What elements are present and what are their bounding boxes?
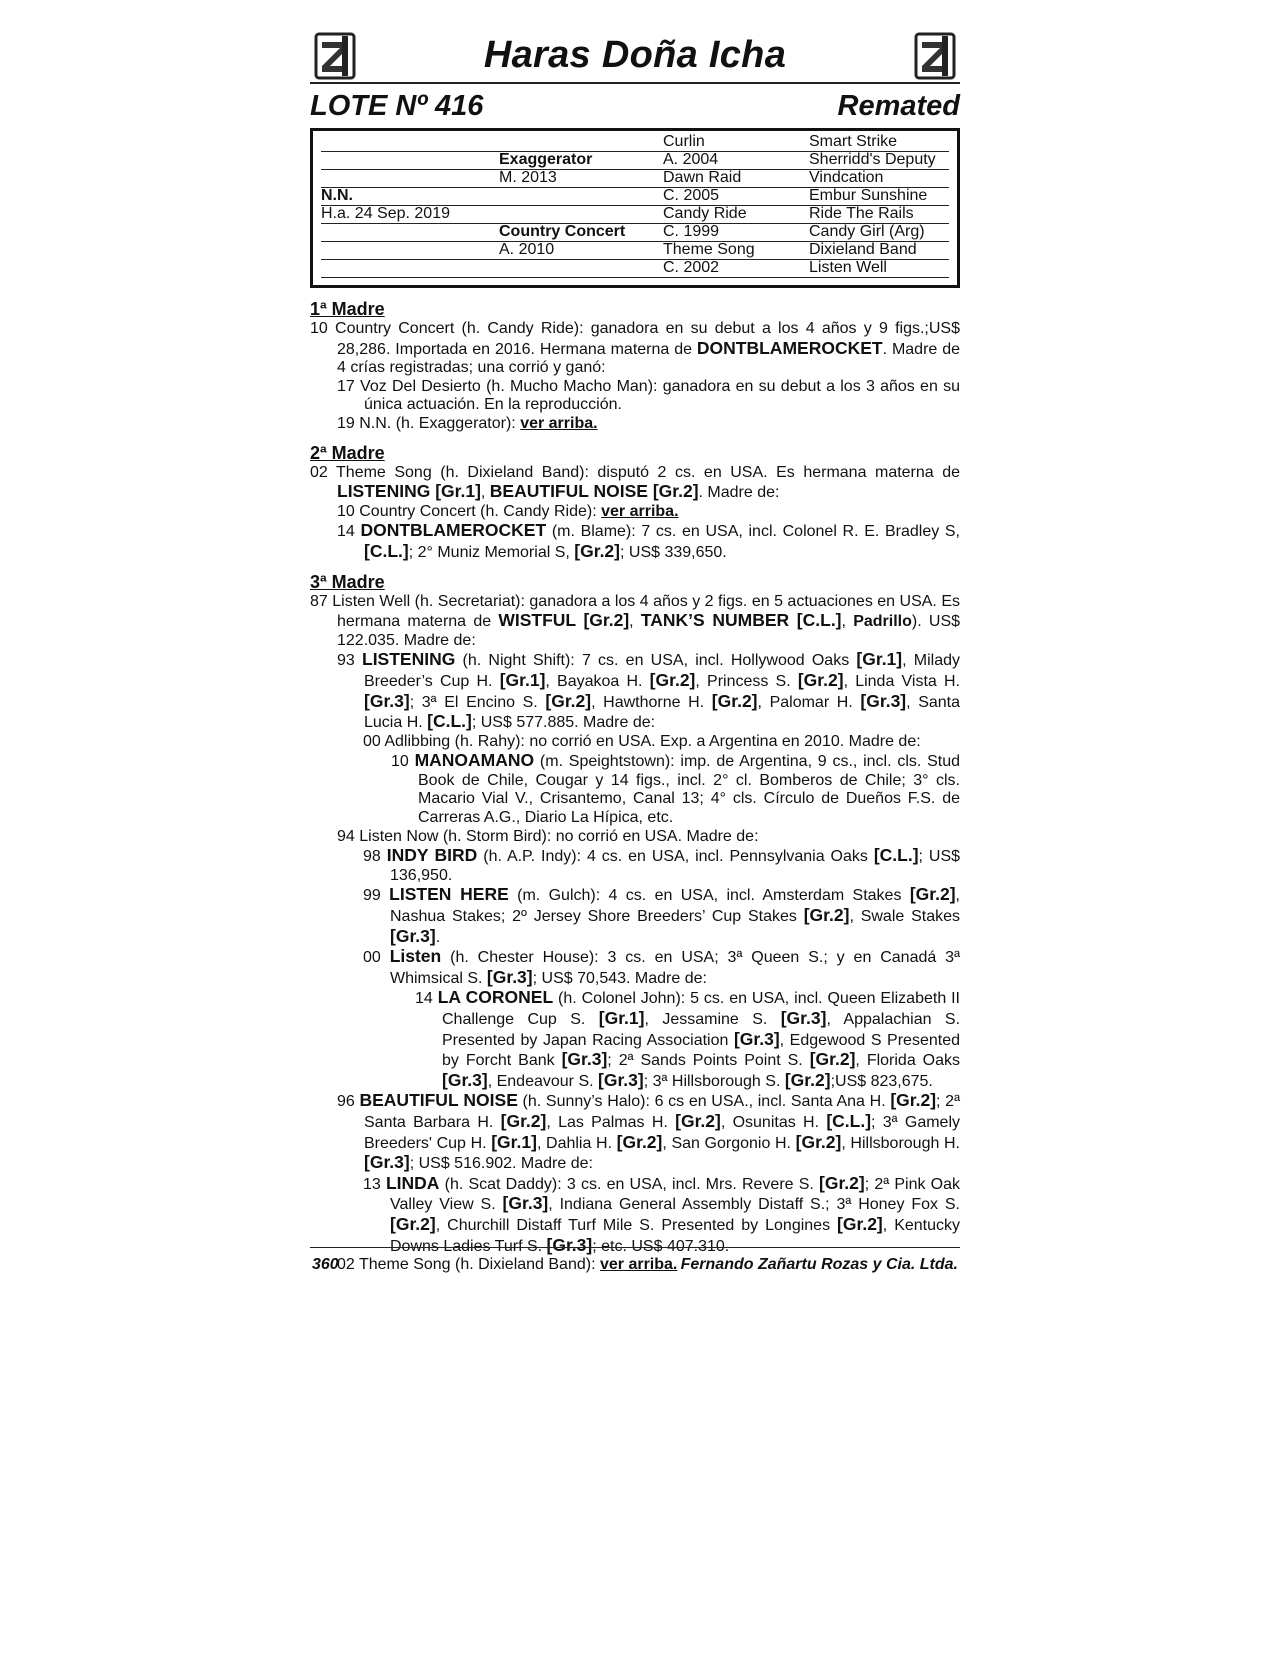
pedigree-line (499, 259, 663, 278)
produce-entry: 19 N.N. (h. Exaggerator): ver arriba. (337, 414, 598, 432)
pedigree-line (499, 133, 663, 152)
page-footer (310, 1247, 960, 1274)
sire-name: Exaggerator (499, 151, 663, 170)
dam-sire-info: C. 1999 (663, 223, 809, 242)
farm-title: Haras Doña Icha (483, 34, 787, 76)
produce-entry: 94 Listen Now (h. Storm Bird): no corrió en USA. Madre de: (337, 827, 759, 845)
produce-entry: 13 LINDA (h. Scat Daddy): 3 cs. en USA, incl. Mrs. Revere S. [Gr.2]; 2ª Pink Oak Valley View S. [Gr.3], Indiana General Assembly Distaff S.; 3ª Honey Fox S. [Gr.2], Churchill Distaff Turf Mile S. Presented by Longines [Gr.2], Kentucky Downs Ladies Turf S. [Gr.3]; etc. US$ 407.310. (363, 1172, 961, 1255)
pedigree-line (321, 133, 499, 152)
great-grandparent: Smart Strike (809, 133, 949, 152)
produce-entry: 98 INDY BIRD (h. A.P. Indy): 4 cs. en USA, incl. Pennsylvania Oaks [C.L.]; US$ 136,950. (363, 845, 961, 884)
great-grandparent: Ride The Rails (809, 205, 949, 224)
granddam: Dawn Raid (663, 169, 809, 188)
produce-entry: 96 BEAUTIFUL NOISE (h. Sunny’s Halo): 6 cs en USA., incl. Santa Ana H. [Gr.2]; 2ª Santa Barbara H. [Gr.2], Las Palmas H. [Gr.2], Osunitas H. [C.L.]; 3ª Gamely Breeders' Cup H. [Gr.1], Dahlia H. [Gr.2], San Gorgonio H. [Gr.2], Hillsborough H. [Gr.3]; US$ 516.902. Madre de: (337, 1090, 961, 1173)
second-dam-heading: 2ª Madre (310, 442, 385, 463)
great-grandparent: Listen Well (809, 259, 949, 278)
great-grandparent: Sherridd's Deputy (809, 151, 949, 170)
great-grandparent: Dixieland Band (809, 241, 949, 260)
lot-bar (310, 88, 960, 128)
produce-entry: 00 Listen (h. Chester House): 3 cs. en USA; 3ª Queen S.; y en Canadá 3ª Whimsical S. [Gr.3]; US$ 70,543. Madre de: (363, 946, 960, 987)
pedigree-line (321, 223, 499, 242)
dam-info: A. 2010 (499, 241, 663, 260)
second-dam-entry: 02 Theme Song (h. Dixieland Band): disputó 2 cs. en USA. Es hermana materna de LISTENING [Gr.1], BEAUTIFUL NOISE [Gr.2]. Madre de: (310, 463, 960, 502)
first-dam-heading: 1ª Madre (310, 299, 385, 319)
pedigree-line (321, 241, 499, 260)
pedigree-line (321, 259, 499, 278)
great-grandparent: Embur Sunshine (809, 187, 949, 206)
produce-entry: 02 Theme Song (h. Dixieland Band): ver arriba. (337, 1256, 678, 1274)
subject-info: H.a. 24 Sep. 2019 (321, 205, 499, 224)
dam-name: Country Concert (499, 223, 663, 242)
pedigree-line (499, 187, 663, 206)
produce-entry: 00 Adlibbing (h. Rahy): no corrió en USA. Exp. a Argentina en 2010. Madre de: (363, 732, 921, 750)
grandsire: Curlin (663, 133, 809, 152)
pedigree-line (499, 205, 663, 224)
sire-info: M. 2013 (499, 169, 663, 188)
produce-entry: 10 Country Concert (h. Candy Ride): ver arriba. (337, 502, 679, 520)
farm-logo-icon (912, 32, 958, 80)
lot-number: LOTE Nº 416 (310, 90, 484, 122)
first-dam-entry: 10 Country Concert (h. Candy Ride): ganadora en su debut a los 4 años y 9 figs.;US$ 28,286. Importada en 2016. Hermana materna de DONTBLAMEROCKET. Madre de 4 crías registradas; una corrió y ganó: (310, 320, 961, 377)
produce-entry: 99 LISTEN HERE (m. Gulch): 4 cs. en USA, incl. Amsterdam Stakes [Gr.2], Nashua Stakes; 2º Jersey Shore Breeders’ Cup Stakes [Gr.2], Swale Stakes [Gr.3]. (363, 884, 960, 946)
dam-sire: Candy Ride (663, 205, 809, 224)
third-dam-entry: 87 Listen Well (h. Secretariat): ganadora a los 4 años y 2 figs. en 5 actuaciones en USA. Es hermana materna de WISTFUL [Gr.2], TANK’S NUMBER [C.L.], Padrillo). US$ 122.035. Madre de: (310, 592, 961, 649)
publisher-name: Fernando Zañartu Rozas y Cia. Ltda. (680, 1256, 958, 1273)
ver-arriba-link[interactable]: ver arriba. (599, 1256, 678, 1274)
dam-dam-info: C. 2002 (663, 259, 809, 278)
granddam-info: C. 2005 (663, 187, 809, 206)
pedigree-line (321, 169, 499, 188)
page-header (310, 30, 960, 84)
ver-arriba-link[interactable]: ver arriba. (520, 414, 598, 432)
produce-entry: 14 DONTBLAMEROCKET (m. Blame): 7 cs. en USA, incl. Colonel R. E. Bradley S, [C.L.]; 2° Muniz Memorial S, [Gr.2]; US$ 339,650. (337, 520, 961, 561)
lot-status: Remated (837, 90, 960, 122)
great-grandparent: Candy Girl (Arg) (809, 223, 949, 242)
produce-entry: 14 LA CORONEL (h. Colonel John): 5 cs. en USA, incl. Queen Elizabeth II Challenge Cup S. [Gr.1], Jessamine S. [Gr.3], Appalachian S. Presented by Japan Racing Association [Gr.3], Edgewood S Presented by Forcht Bank [Gr.3]; 2ª Sands Points Point S. [Gr.2], Florida Oaks [Gr.3], Endeavour S. [Gr.3]; 3ª Hillsborough S. [Gr.2];US$ 823,675. (415, 987, 961, 1090)
produce-entry: 17 Voz Del Desierto (h. Mucho Macho Man): ganadora en su debut a los 3 años en su única actuación. En la reproducción. (337, 377, 960, 414)
great-grandparent: Vindcation (809, 169, 949, 188)
page-number: 360 (312, 1256, 339, 1273)
grandsire-info: A. 2004 (663, 151, 809, 170)
produce-entry: 93 LISTENING (h. Night Shift): 7 cs. en USA, incl. Hollywood Oaks [Gr.1], Milady Breeder’s Cup H. [Gr.1], Bayakoa H. [Gr.2], Princess S. [Gr.2], Linda Vista H. [Gr.3]; 3ª El Encino S. [Gr.2], Hawthorne H. [Gr.2], Palomar H. [Gr.3], Santa Lucia H. [C.L.]; US$ 577.885. Madre de: (337, 649, 961, 732)
ver-arriba-link[interactable]: ver arriba. (601, 502, 679, 520)
catalog-page (310, 30, 960, 1275)
produce-record (310, 298, 960, 1275)
subject-name: N.N. (321, 187, 499, 206)
produce-entry: 10 MANOAMANO (m. Speightstown): imp. de Argentina, 9 cs., incl. cls. Stud Book de Chile, Cougar y 14 figs., incl. 2° cl. Bomberos de Chile; 3° cls. Macario Vial V., Crisantemo, Canal 13; 4° cls. Círculo de Dueños F.S. de Carreras A.G., Diario La Hípica, etc. (391, 750, 961, 827)
pedigree-line (321, 151, 499, 170)
pedigree-table (310, 128, 960, 288)
third-dam-heading: 3ª Madre (310, 571, 385, 592)
dam-dam: Theme Song (663, 241, 809, 260)
